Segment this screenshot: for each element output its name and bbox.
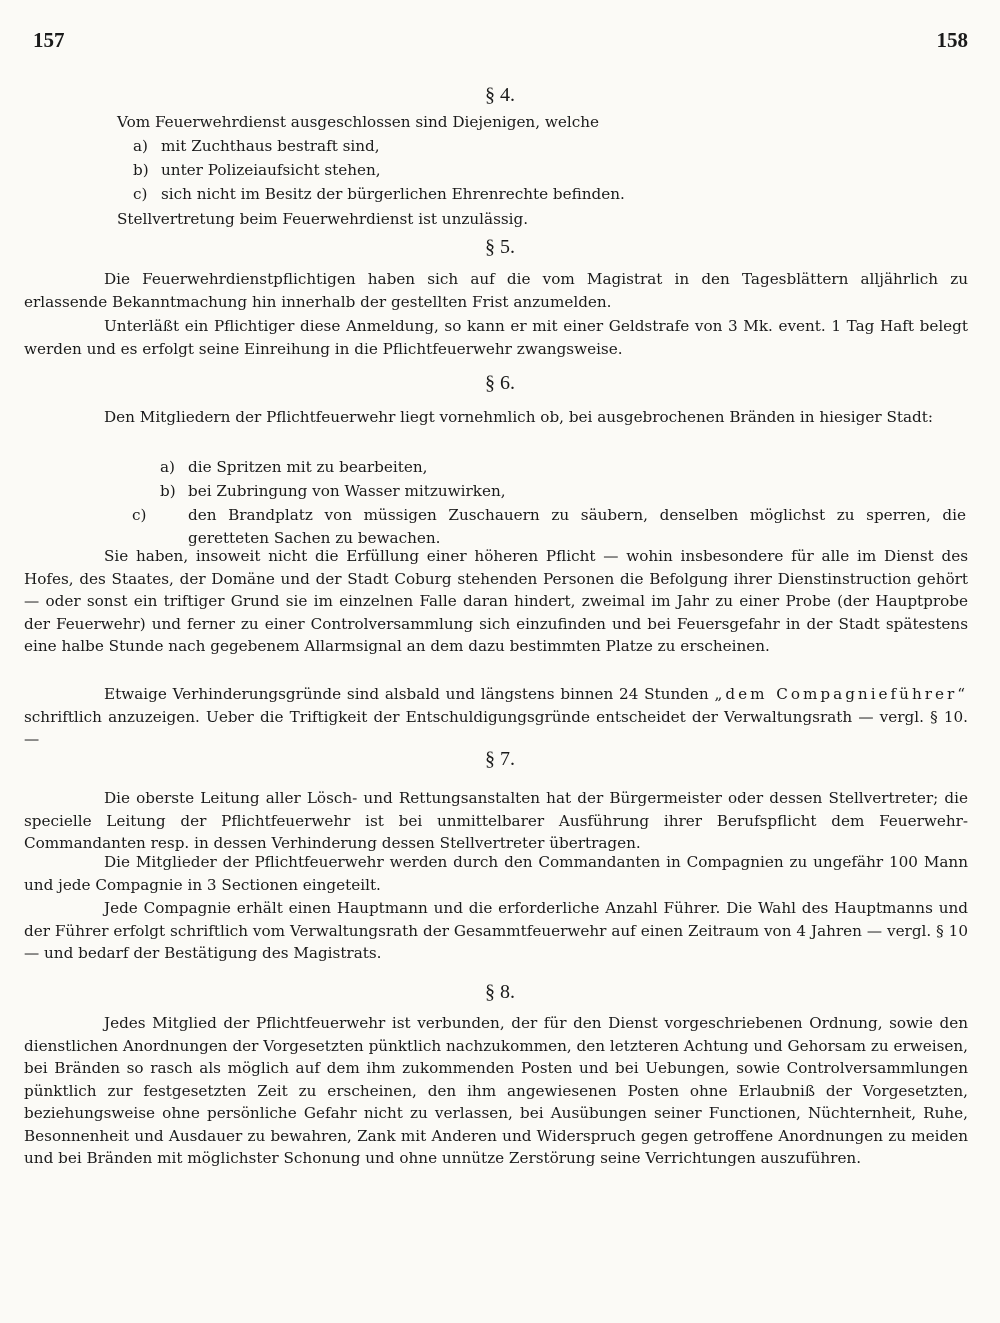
section-7-paragraph-2: Die Mitglieder der Pflichtfeuerwehr werden durch den Commandanten in Compagnien zu ungefähr 100 Mann und jede Compagnie in 3 Sectionen eingeteilt. [24, 853, 968, 894]
section-4-item-b [133, 159, 953, 182]
section-7-title: § 7. [485, 748, 515, 770]
section-6-paragraph-2: Sie haben, insoweit nicht die Erfüllung einer höheren Pflicht — wohin insbesondere für alle im Dienst des Hofes, des Staates, der Domäne und der Stadt Coburg stehenden Personen die Befolgung ihrer Dienstinstruction gehört — oder sonst ein triftiger Grund sie im einzelnen Falle daran hindert, zweimal im Jahr zu einer Probe (der Hauptprobe der Feuerwehr) und ferner zu einer Controlversammlung sich einzufinden und bei Feuersgefahr in der Stadt spätestens eine halbe Stunde nach gegebenem Allarmsignal an dem dazu bestimmten Platze zu erscheinen. [24, 547, 968, 655]
emphasized-text: „dem Compagnieführer“ [714, 685, 968, 703]
section-6-item-b [160, 480, 966, 503]
page-number-left: 157 [33, 28, 65, 52]
section-4-intro: Vom Feuerwehrdienst ausgeschlossen sind Diejenigen, welche [117, 113, 599, 131]
section-4-item-c [133, 183, 953, 206]
paragraph-text: schriftlich anzuzeigen. Ueber die Triftigkeit der Entschuldigungsgründe entscheidet der Verwaltungsrath — vergl. § 10. — [24, 707, 968, 748]
item-label: c) [132, 506, 147, 524]
item-text: die Spritzen mit zu bearbeiten, [188, 458, 428, 476]
item-label: b) [160, 482, 176, 500]
item-label: c) [133, 185, 148, 203]
item-text: mit Zuchthaus bestraft sind, [161, 137, 380, 155]
section-6-item-c [132, 504, 966, 549]
section-8-paragraph-1: Jedes Mitglied der Pflichtfeuerwehr ist verbunden, der für den Dienst vorgeschriebenen Ordnung, sowie den dienstlichen Anordnungen der Vorgesetzten pünktlich nachzukommen, den letzteren Achtung und Gehorsam zu erweisen, bei Bränden so rasch als möglich auf dem ihm zukommenden Posten und bei Uebungen, sowie Controlversammlungen pünktlich zur festgesetzten Zeit zu erscheinen, den ihm angewiesenen Posten ohne Erlaubniß der Vorgesetzten, beziehungsweise ohne persönliche Gefahr nicht zu verlassen, bei Ausübungen seiner Functionen, Nüchternheit, Ruhe, Besonnenheit und Ausdauer zu bewahren, Zank mit Anderen und Widerspruch gegen getroffene Anordnungen zu meiden und bei Bränden mit möglichster Schonung und ohne unnütze Zerstörung seine Verrichtungen auszuführen. [24, 1014, 968, 1167]
item-label: a) [160, 458, 175, 476]
section-8-title: § 8. [485, 981, 515, 1003]
paragraph-text: Etwaige Verhinderungsgründe sind alsbald und längstens binnen 24 Stunden [104, 685, 715, 703]
section-7-paragraph-3: Jede Compagnie erhält einen Hauptmann und die erforderliche Anzahl Führer. Die Wahl des Hauptmanns und der Führer erfolgt schriftlich vom Verwaltungsrath der Gesammtfeuerwehr auf einen Zeitraum von 4 Jahren — vergl. § 10 — und bedarf der Bestätigung des Magistrats. [24, 899, 968, 962]
item-text: den Brandplatz von müssigen Zuschauern zu säubern, denselben möglichst zu sperren, die geretteten Sachen zu bewachen. [188, 506, 966, 547]
section-7-paragraph-1: Die oberste Leitung aller Lösch- und Rettungsanstalten hat der Bürgermeister oder dessen Stellvertreter; die specielle Leitung der Pflichtfeuerwehr ist bei unmittelbarer Ausführung ihrer Berufspflicht dem Feuerwehr-Commandanten resp. in dessen Verhinderung dessen Stellvertreter übertragen. [24, 789, 968, 852]
item-text: sich nicht im Besitz der bürgerlichen Ehrenrechte befinden. [161, 185, 625, 203]
section-4-item-a [133, 135, 953, 158]
section-5-paragraph-1: Die Feuerwehrdienstpflichtigen haben sich auf die vom Magistrat in den Tagesblättern alljährlich zu erlassende Bekanntmachung hin innerhalb der gestellten Frist anzumelden. [24, 270, 968, 311]
page-number-right: 158 [936, 28, 968, 52]
section-6-paragraph-3 [24, 683, 968, 751]
section-5-paragraph-2: Unterläßt ein Pflichtiger diese Anmeldung, so kann er mit einer Geldstrafe von 3 Mk. event. 1 Tag Haft belegt werden und es erfolgt seine Einreihung in die Pflichtfeuerwehr zwangsweise. [24, 317, 968, 358]
item-text: bei Zubringung von Wasser mitzuwirken, [188, 482, 506, 500]
item-label: b) [133, 161, 149, 179]
item-label: a) [133, 137, 148, 155]
section-4-closing: Stellvertretung beim Feuerwehrdienst ist unzulässig. [117, 210, 529, 228]
section-5-title: § 5. [485, 236, 515, 258]
section-6-item-a [160, 456, 966, 479]
section-6-intro: Den Mitgliedern der Pflichtfeuerwehr liegt vornehmlich ob, bei ausgebrochenen Bränden in hiesiger Stadt: [104, 408, 933, 426]
item-text: unter Polizeiaufsicht stehen, [161, 161, 381, 179]
section-6-title: § 6. [485, 372, 515, 394]
section-4-title: § 4. [485, 84, 515, 106]
